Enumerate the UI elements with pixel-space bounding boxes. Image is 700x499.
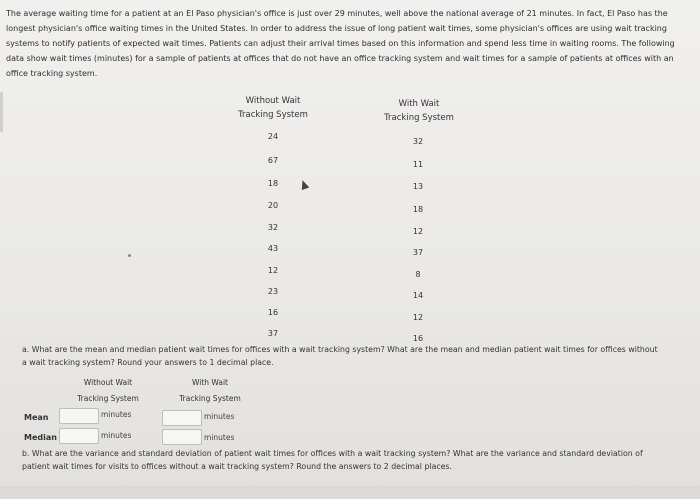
without-value: 20 <box>267 201 279 210</box>
mean-with-unit: minutes <box>204 412 235 421</box>
without-value: 24 <box>267 132 279 141</box>
with-value: 12 <box>412 313 424 322</box>
with-wait-header-line2: Tracking System <box>384 113 454 123</box>
without-value: 23 <box>267 287 279 296</box>
median-without-input[interactable] <box>59 428 99 444</box>
answer-with-header <box>170 375 250 407</box>
with-value: 12 <box>412 227 424 236</box>
bottom-strip <box>0 486 700 499</box>
median-label: Median <box>24 433 57 442</box>
without-value: 43 <box>267 244 279 253</box>
question-b: b. What are the variance and standard deviation of patient wait times for offices with a wait tracking system? What are the variance and standard deviation of patient wait times for visits to offices without a wait tracking system? Round the answers to 2 decimal places. <box>22 449 643 471</box>
with-value: 11 <box>412 160 424 169</box>
with-value: 18 <box>412 205 424 214</box>
without-wait-header <box>228 94 318 122</box>
with-value: 8 <box>415 270 421 279</box>
without-wait-header-line2: Tracking System <box>238 110 308 120</box>
mean-with-input[interactable] <box>162 410 202 426</box>
without-value: 16 <box>267 308 279 317</box>
left-edge-marker <box>0 92 3 132</box>
with-wait-header-line1: With Wait <box>398 99 440 109</box>
problem-intro: The average waiting time for a patient at an El Paso physician's office is just over 29 minutes, well above the national average of 21 minutes. In fact, El Paso has the longest physician's office waiting times in the United States. In order to address the issue of long patient wait times, some physician's offices are using wait tracking systems to notify patients of expected wait times. Patients can adjust their arrival times based on this information and spend less time in waiting rooms. The following data show wait times (minutes) for a sample of patients at offices that do not have an office tracking system and wait times for a sample of patients at offices with an office tracking system. <box>6 9 675 78</box>
with-value: 13 <box>412 182 424 191</box>
with-value: 16 <box>412 334 424 343</box>
mouse-cursor-icon <box>299 179 310 190</box>
with-value: 32 <box>412 137 424 146</box>
median-with-input[interactable] <box>162 429 202 445</box>
without-wait-header-line1: Without Wait <box>245 96 301 106</box>
with-value: 37 <box>412 248 424 257</box>
with-wait-header <box>374 97 464 125</box>
median-with-unit: minutes <box>204 433 235 442</box>
with-value: 14 <box>412 291 424 300</box>
answer-with-header-line2: Tracking System <box>179 394 241 403</box>
mean-without-input[interactable] <box>59 408 99 424</box>
mean-without-unit: minutes <box>101 410 132 419</box>
stray-mark <box>128 254 131 257</box>
without-value: 12 <box>267 266 279 275</box>
mean-label: Mean <box>24 413 49 422</box>
answer-without-header-line2: Tracking System <box>77 394 139 403</box>
without-value: 18 <box>267 179 279 188</box>
answer-with-header-line1: With Wait <box>192 378 228 387</box>
answer-without-header-line1: Without Wait <box>83 378 133 387</box>
without-value: 37 <box>267 329 279 338</box>
answer-without-header <box>68 375 148 407</box>
without-value: 67 <box>267 156 279 165</box>
question-a: a. What are the mean and median patient wait times for offices with a wait tracking system? What are the mean and median patient wait times for offices without a wait tracking system? Round your answers to 1 decimal place. <box>22 345 658 367</box>
median-without-unit: minutes <box>101 431 132 440</box>
without-value: 32 <box>267 223 279 232</box>
